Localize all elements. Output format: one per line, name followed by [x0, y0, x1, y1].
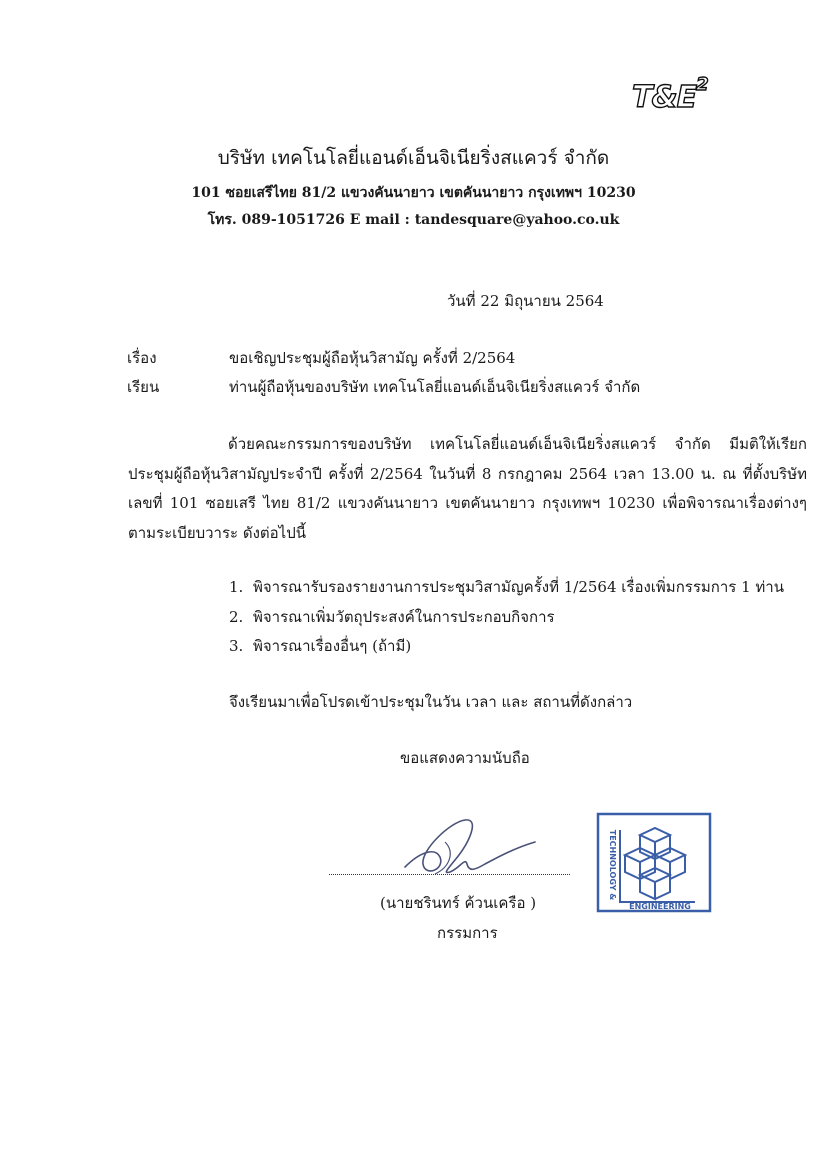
stamp-text-side: TECHNOLOGY & [608, 829, 617, 901]
logo-text: T&E [632, 80, 697, 115]
agenda-item [229, 632, 784, 662]
letter-date: วันที่ 22 มิถุนายน 2564 [447, 292, 604, 310]
agenda-text: พิจารณาเพิ่มวัตถุประสงค์ในการประกอบกิจการ [253, 607, 555, 626]
company-name: บริษัท เทคโนโลยี่แอนด์เอ็นจิเนียริ่งสแควร์ จำกัด [217, 147, 610, 169]
closing-sentence: จึงเรียนมาเพื่อโปรดเข้าประชุมในวัน เวลา และ สถานที่ดังกล่าว [229, 693, 633, 711]
signer-name: (นายชรินทร์ ค้วนเครือ ) [380, 894, 537, 912]
signature-image [395, 812, 545, 887]
agenda-text: พิจารณาเรื่องอื่นๆ (ถ้ามี) [253, 637, 412, 655]
logo-superscript: 2 [696, 74, 708, 95]
agenda-number: 2. [229, 607, 244, 626]
regards: ขอแสดงความนับถือ [400, 749, 530, 767]
recipient-value: ท่านผู้ถือหุ้นของบริษัท เทคโนโลยี่แอนด์เอ็นจิเนียริ่งสแควร์ จำกัด [229, 378, 641, 396]
subject-label: เรื่อง [127, 349, 157, 367]
company-address: 101 ซอยเสรีไทย 81/2 แขวงคันนายาว เขตคันนายาว กรุงเทพฯ 10230 [191, 185, 636, 201]
agenda-number: 1. [229, 578, 244, 596]
agenda-list [229, 573, 784, 662]
stamp-text-bottom: ENGINEERING [629, 902, 691, 911]
body-paragraph: ด้วยคณะกรรมการของบริษัท เทคโนโลยี่แอนด์เอ็นจิเนียริ่งสแควร์ จำกัด มีมติให้เรียกประชุมผู้ถือหุ้นวิสามัญประจำปี ครั้งที่ 2/2564 ในวันที่ 8 กรกฎาคม 2564 เวลา 13.00 น. ณ ที่ตั้งบริษัทเลขที่ 101 ซอยเสรี ไทย 81/2 แขวงคันนายาว เขตคันนายาว กรุงเทพฯ 10230 เพื่อพิจารณาเรื่องต่างๆ ตามระเบียบวาระ ดังต่อไปนี้ [128, 435, 807, 542]
agenda-number: 3. [229, 637, 244, 655]
signer-title: กรรมการ [437, 924, 498, 942]
company-contact: โทร. 089-1051726 E mail : tandesquare@yahoo.co.uk [207, 212, 620, 228]
agenda-item [229, 573, 784, 603]
agenda-text: พิจารณารับรองรายงานการประชุมวิสามัญครั้งที่ 1/2564 เรื่องเพิ่มกรรมการ 1 ท่าน [253, 578, 784, 596]
recipient-label: เรียน [127, 378, 160, 396]
agenda-item [229, 603, 784, 633]
signature-line [329, 868, 570, 875]
company-stamp [590, 810, 715, 915]
company-logo [632, 74, 708, 115]
subject-value: ขอเชิญประชุมผู้ถือหุ้นวิสามัญ ครั้งที่ 2/2564 [229, 349, 516, 367]
